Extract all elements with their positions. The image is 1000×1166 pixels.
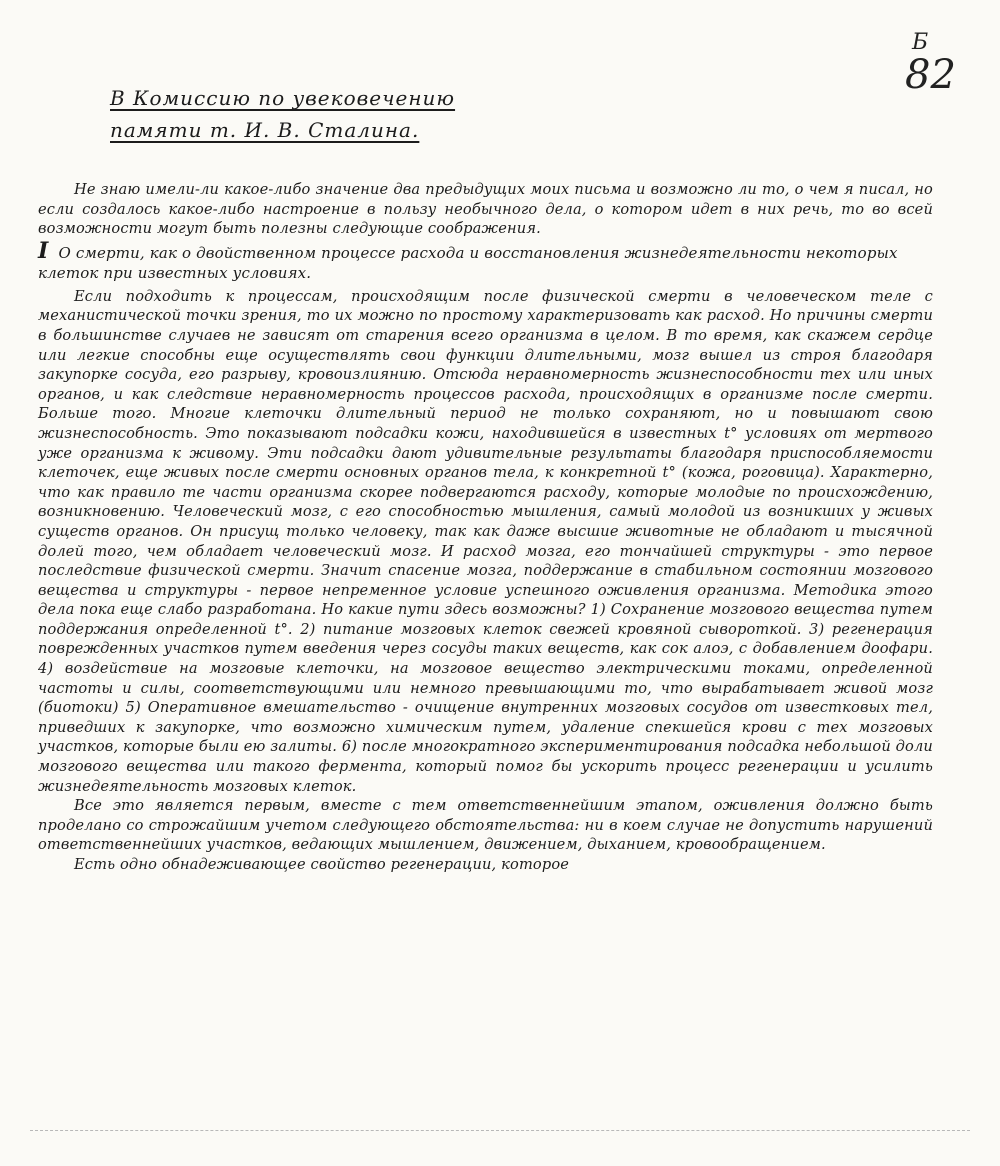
addressee-line-1: В Комиссию по увековечению bbox=[110, 86, 456, 110]
section-heading bbox=[38, 237, 933, 283]
page-number-mark: Б bbox=[912, 30, 929, 55]
letter-body bbox=[38, 180, 933, 875]
addressee-line-2: памяти т. И. В. Сталина. bbox=[110, 118, 420, 142]
addressee-block bbox=[110, 82, 530, 146]
final-line: Есть одно обнадеживающее свойство регенерации, которое bbox=[74, 856, 570, 873]
page-number: 82 bbox=[905, 52, 956, 98]
section-title: О смерти, как о двойственном процессе расхода и восстановления жизнедеятельности некоторых клеток при известных условиях. bbox=[38, 243, 898, 282]
closing-paragraph: Все это является первым, вместе с тем ответственнейшим этапом, оживления должно быть проделано со строжайшим учетом следующего обстоятельства: ни в коем случае не допустить нарушений ответственнейших участков, ведающих мышлением, движением, дыханием, кровообращением. bbox=[38, 797, 933, 854]
intro-paragraph: Не знаю имели-ли какое-либо значение два предыдущих моих письма и возможно ли то, о чем я писал, но если создалось какое-либо настроение в пользу необычного дела, о котором идет в них речь, то во всей возможности могут быть полезны следующие соображения. bbox=[38, 181, 933, 238]
section-number: I bbox=[38, 237, 49, 264]
page-bottom-edge bbox=[30, 1130, 970, 1131]
main-paragraph: Если подходить к процессам, происходящим после физической смерти в человеческом теле с механистической точки зрения, то их можно по простому характеризовать как расход. Но причины смерти в большинстве случаев не зависят от старения всего организма в целом. В то время, как скажем сердце или легкие способны еще осуществлять свои функции длительными, мозг вышел из строя благодаря закупорке сосуда, его разрыву, кровоизлиянию. Отсюда неравномерность жизнеспособности тех или иных органов, и как следствие неравномерность процессов расхода, происходящих в организме после смерти. Больше того. Многие клеточки длительный период не только сохраняют, но и повышают свою жизнеспособность. Это показывают подсадки кожи, находившейся в известных t° условиях от мертвого уже организма к живому. Эти подсадки дают удивительные результаты благодаря приспособляемости клеточек, еще живых после смерти основных органов тела, к конкретной t° (кожа, роговица). Характерно, что как правило те части организма скорее подвергаются расходу, которые молодые по происхождению, возникновению. Человеческий мозг, с его способностью мышления, самый молодой из возникших у живых существ органов. Он присущ только человеку, так как даже высшие животные не обладают и тысячной долей того, чем обладает человеческий мозг. И расход мозга, его тончайшей структуры - это первое последствие физической смерти. Значит спасение мозга, поддержание в стабильном состоянии мозгового вещества и структуры - первое непременное условие успешного оживления организма. Методика этого дела пока еще слабо разработана. Но какие пути здесь возможны? 1) Сохранение мозгового вещества путем поддержания определенной t°. 2) питание мозговых клеток свежей кровяной сывороткой. 3) регенерация поврежденных участков путем введения через сосуды таких веществ, как сок алоэ, с добавлением доофари. 4) воздействие на мозговые клеточки, на мозговое вещество электрическими токами, определенной частоты и силы, соответствующими или немного превышающими то, что вырабатывает живой мозг (биотоки) 5) Оперативное вмешательство - очищение внутренних мозговых сосудов от известковых тел, приведших к закупорке, что возможно химическим путем, удаление спекшейся крови с тех мозговых участков, которые были ею залиты. 6) после многократного экспериментирования подсадка небольшой доли мозгового вещества или такого фермента, который помог бы ускорить процесс регенерации и усилить жизнедеятельность мозговых клеток. bbox=[38, 287, 933, 795]
